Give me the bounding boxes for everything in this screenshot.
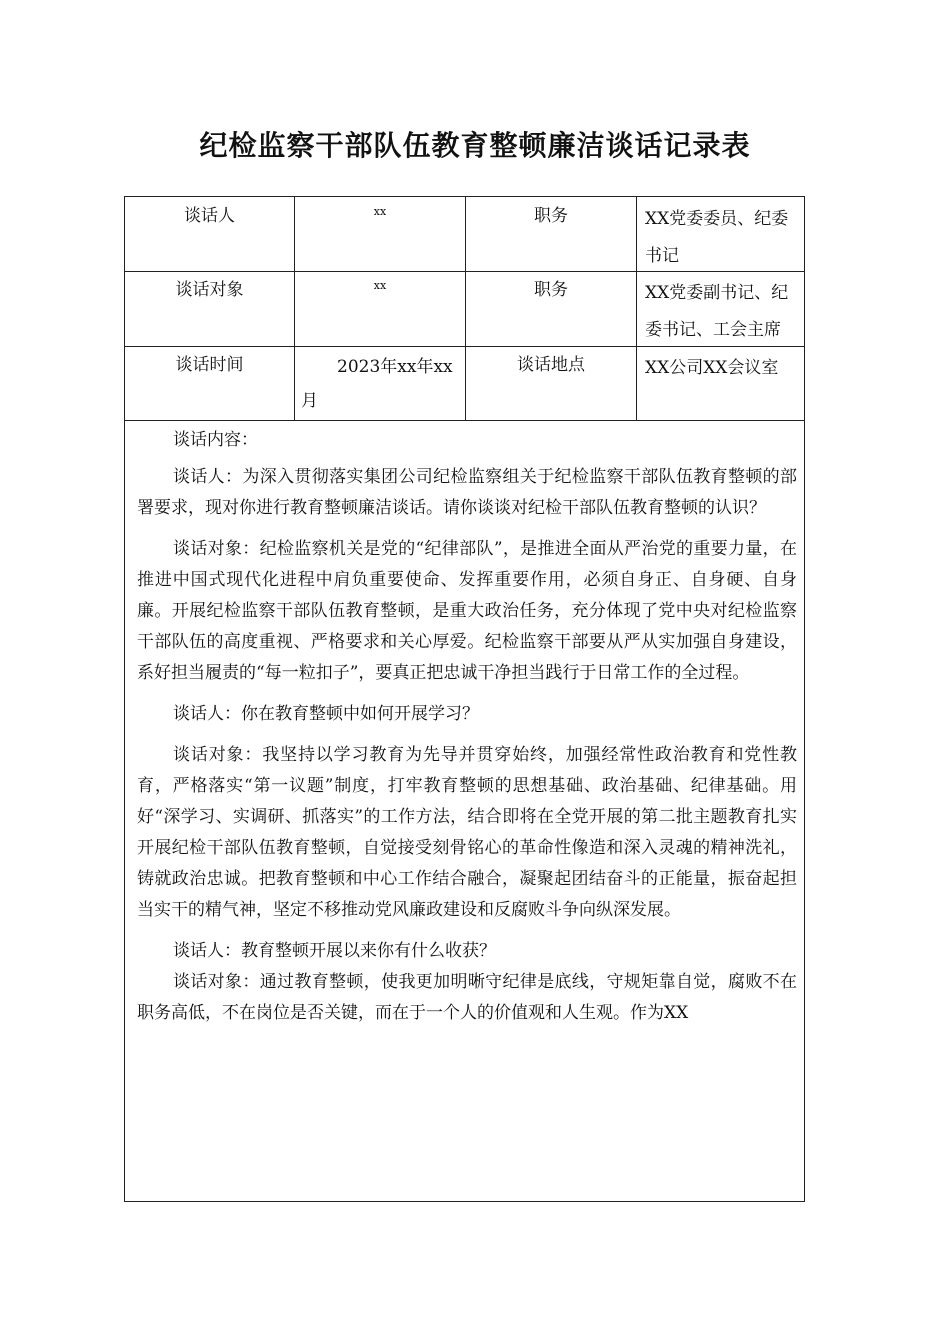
value-interviewer: xx xyxy=(295,197,466,271)
paragraph: 谈话人：为深入贯彻落实集团公司纪检监察组关于纪检监察干部队伍教育整顿的部署要求，现对你进行教育整顿廉洁谈话。请你谈谈对纪检干部队伍教育整顿的认识？ xyxy=(137,467,797,518)
paragraph: 谈话对象：我坚持以学习教育为先导并贯穿始终，加强经常性政治教育和党性教育，严格落实“第一议题”制度，打牢教育整顿的思想基础、政治基础、纪律基础。用好“深学习、实调研、抓落实”的工作方法，结合即将在全党开展的第二批主题教育扎实开展纪检干部队伍教育整顿，自觉接受刻骨铭心的革命性像造和深入灵魂的精神洗礼，铸就政治忠诚。把教育整顿和中心工作结合融合，凝聚起团结奋斗的正能量，振奋起担当实干的精气神，坚定不移推动党风廉政建设和反腐败斗争向纵深发展。 xyxy=(137,745,797,920)
paragraph: 谈话人：教育整顿开展以来你有什么收获？ xyxy=(173,941,496,961)
conversation-content xyxy=(137,425,797,1029)
label-time: 谈话时间 xyxy=(125,346,295,420)
page-title: 纪检监察干部队伍教育整顿廉洁谈话记录表 xyxy=(199,129,751,162)
table-row xyxy=(125,346,804,421)
content-label: 谈话内容： xyxy=(173,430,258,450)
table-row xyxy=(125,271,804,347)
paragraph: 谈话人：你在教育整顿中如何开展学习？ xyxy=(173,704,479,724)
label-position: 职务 xyxy=(466,271,637,346)
paragraph: 谈话对象：通过教育整顿，使我更加明晰守纪律是底线，守规矩靠自觉，腐败不在职务高低，不在岗位是否关键，而在于一个人的价值观和人生观。作为XX xyxy=(137,972,797,1023)
value-location: XX公司XX会议室 xyxy=(645,358,779,378)
label-position: 职务 xyxy=(466,197,637,271)
record-table xyxy=(124,196,805,1202)
label-interviewer: 谈话人 xyxy=(125,197,295,271)
table-row xyxy=(125,197,804,272)
paragraph: 谈话对象：纪检监察机关是党的“纪律部队”，是推进全面从严治党的重要力量，在推进中国式现代化进程中肩负重要使命、发挥重要作用，必须自身正、自身硬、自身廉。开展纪检监察干部队伍教育整顿，是重大政治任务，充分体现了党中央对纪检监察干部队伍的高度重视、严格要求和关心厚爱。纪检监察干部要从严从实加强自身建设，系好担当履责的“每一粒扣子”，要真正把忠诚干净担当践行于日常工作的全过程。 xyxy=(137,539,797,683)
value-position: XX党委委员、纪委书记 xyxy=(645,209,789,266)
label-interviewee: 谈话对象 xyxy=(125,271,295,346)
value-position: XX党委副书记、纪委书记、工会主席 xyxy=(645,283,789,340)
value-time: 2023年xx年xx月 xyxy=(295,346,466,420)
label-location: 谈话地点 xyxy=(466,346,637,420)
value-interviewee: xx xyxy=(295,271,466,346)
